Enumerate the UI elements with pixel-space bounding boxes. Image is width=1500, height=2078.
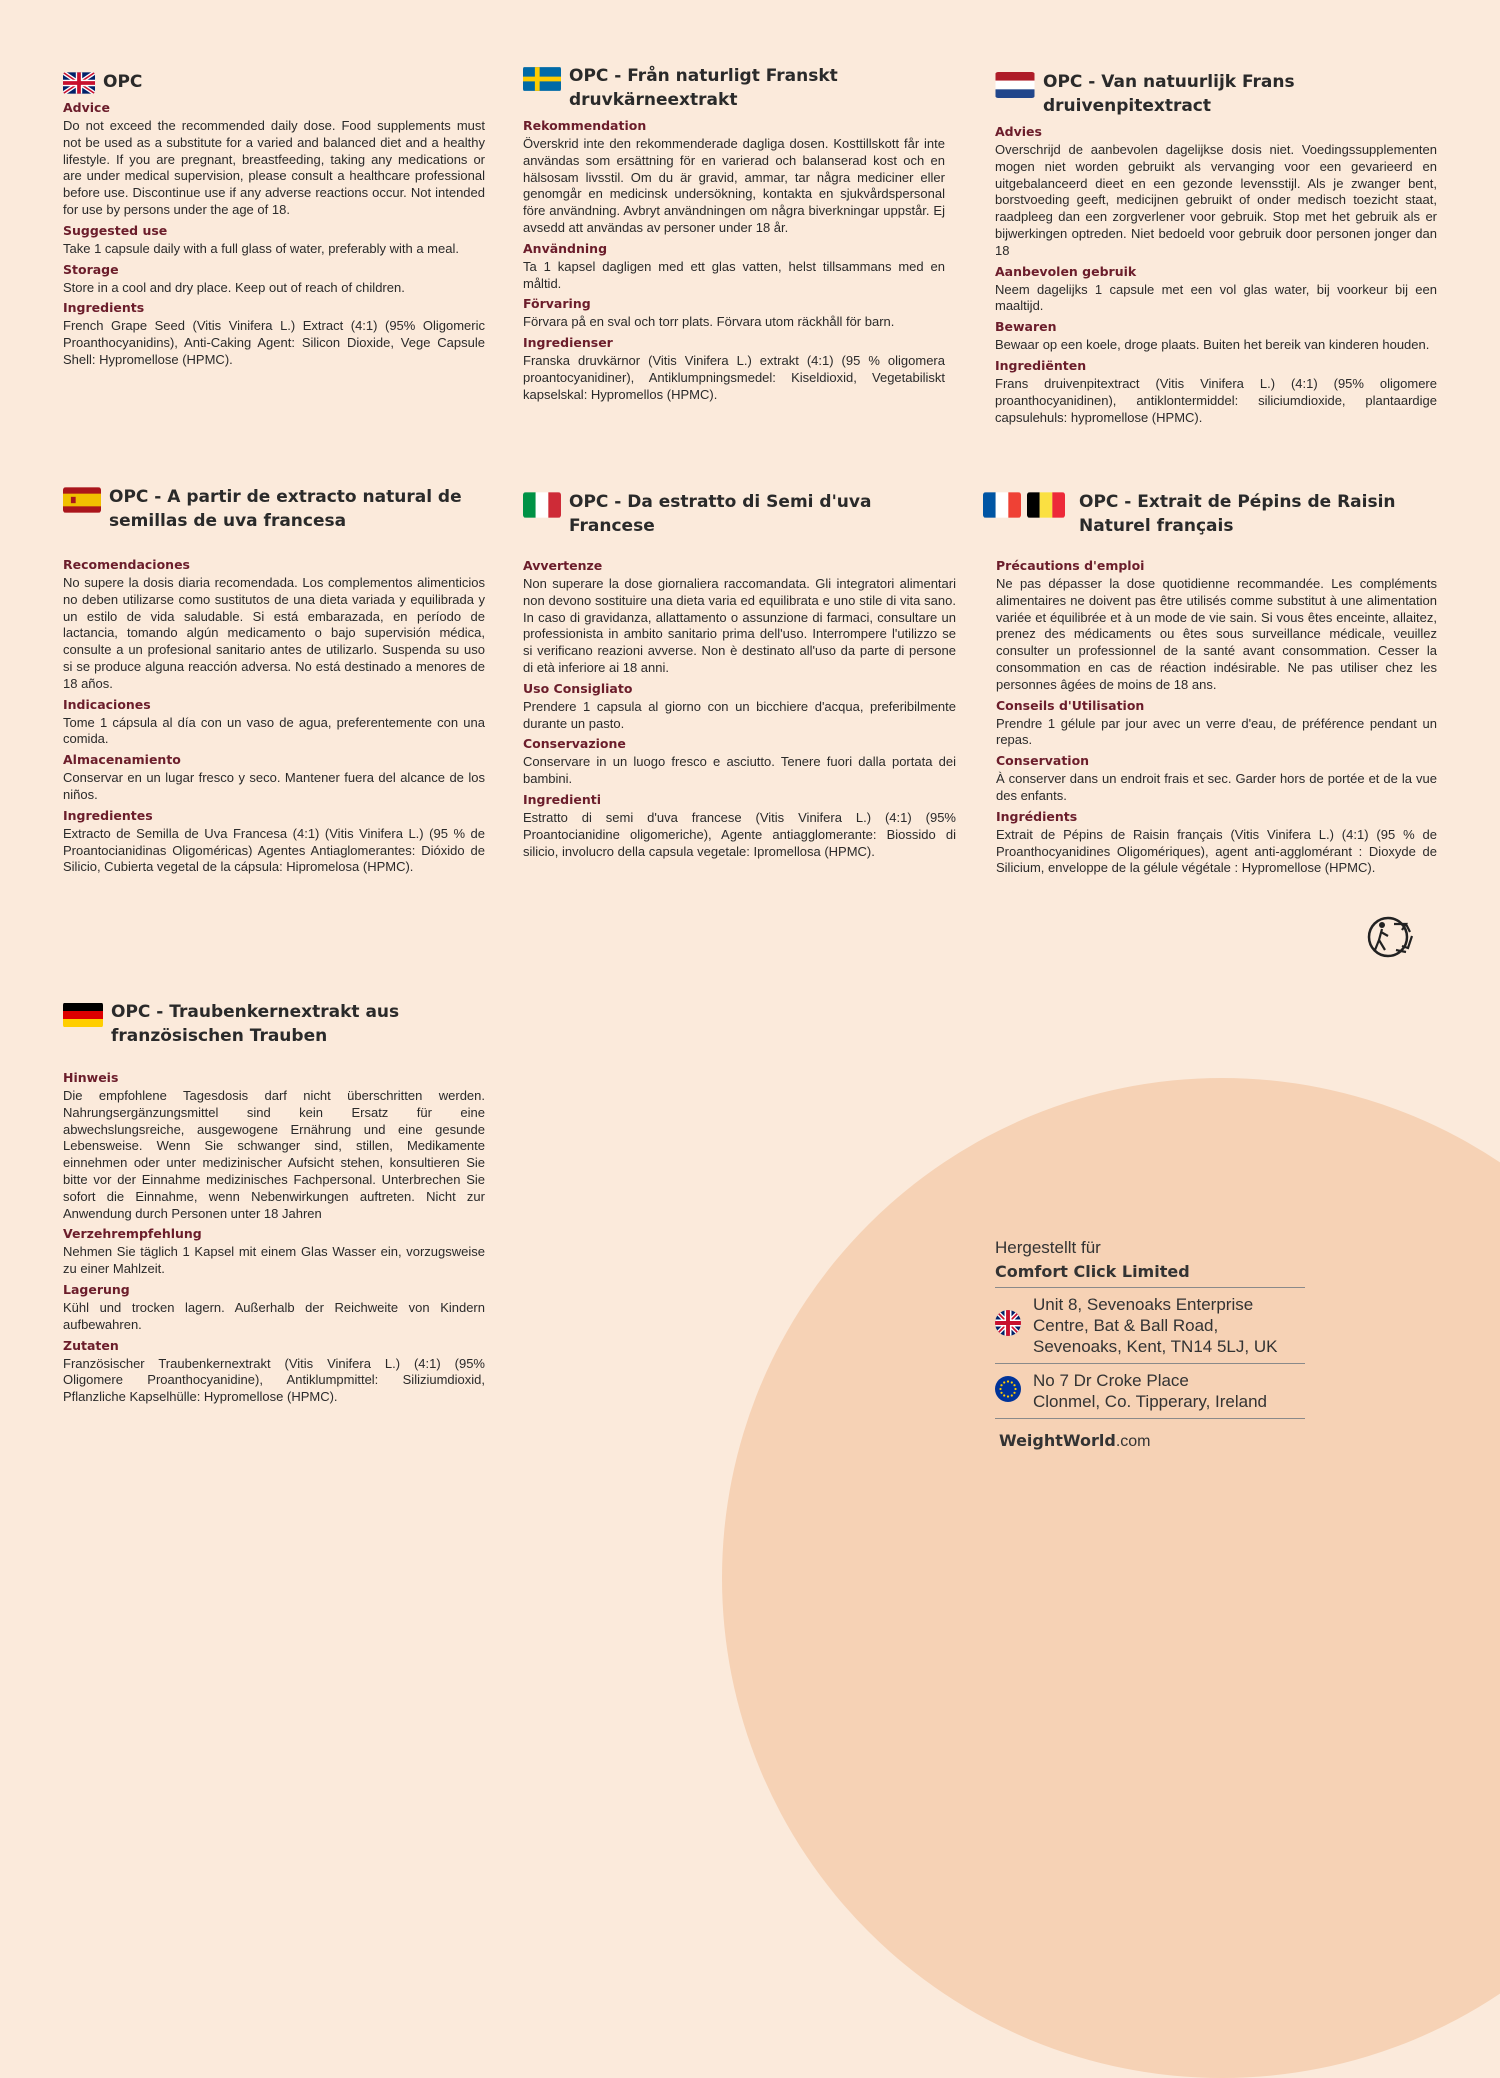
advice-heading: Hinweis (63, 1070, 119, 1085)
germany-flag-icon (63, 1002, 103, 1028)
storage-text: Conservar en un lugar fresco y seco. Mantener fuera del alcance de los niños. (63, 770, 485, 802)
address-line: Centre, Bat & Ball Road, (1033, 1316, 1219, 1335)
section-header (63, 70, 485, 94)
advice-heading: Advice (63, 100, 110, 115)
eu-flag-icon (995, 1376, 1021, 1407)
ingredients-heading: Ingredients (63, 300, 145, 316)
storage-heading: Förvaring (523, 296, 591, 312)
suggested-use-heading: Suggested use (63, 222, 168, 238)
section-dutch (995, 70, 1437, 430)
advice-text: No supere la dosis diaria recomendada. Los complementos alimenticios no deben utilizarse como sustitutos de una dieta variada y equilibrada y un estilo de vida saludable. Si está embarazada, en período de lactancia, tomando algún medicamento o bajo supervisión médica, consulte a un profesional sanitario antes de utilizarlo. Suspenda su uso si se produce alguna reacción adversa. No está destinado a menores de 18 años. (63, 575, 485, 691)
section-title: OPC - A partir de extracto natural de semillas de uva francesa (109, 487, 462, 531)
storage-text: Bewaar op een koele, droge plaats. Buiten het bereik van kinderen houden. (995, 337, 1430, 353)
ingredients-heading: Ingrediënten (995, 357, 1087, 373)
ingredients-text: Französischer Traubenkernextrakt (Vitis Vinifera L.) (4:1) (95% Oligomere Proanthocyanidine), Antiklumpmittel: Siliziumdioxid, Pflanzliche Kapselhülle: Hypromellose (HPMC). (63, 1355, 485, 1405)
suggested-use-heading: Aanbevolen gebruik (995, 263, 1137, 279)
address-line: Unit 8, Sevenoaks Enterprise (1033, 1295, 1254, 1314)
section-title: OPC - Från naturligt Franskt druvkärneextrakt (569, 66, 838, 110)
brand-domain: .com (1115, 1433, 1151, 1450)
suggested-use-text: Prendere 1 capsula al giorno con un bicchiere d'acqua, preferibilmente durante un pasto. (523, 698, 956, 731)
suggested-use-heading: Verzehrempfehlung (63, 1226, 202, 1242)
section-italian (523, 490, 956, 864)
ingredients-heading: Ingredienser (523, 335, 613, 351)
ingredients-text: Franska druvkärnor (Vitis Vinifera L.) extrakt (4:1) (95 % oligomera proantocyanidiner), Antiklumpningsmedel: Kiseldioxid, Vegetabiliskt kapselskal: Hypromellos (HPMC). (523, 353, 945, 402)
section-title: OPC - Da estratto di Semi d'uva Francese (569, 492, 872, 536)
uk-address (995, 1292, 1305, 1359)
advice-text: Overschrijd de aanbevolen dagelijkse dosis niet. Voedingssupplementen mogen niet worden gebruikt als vervanging voor een gevarieerd en uitgebalanceerd dieet en een gezonde levensstijl. Als je zwanger bent, borstvoeding geeft, medicijnen gebruikt of onder medisch toezicht staat, raadpleeg dan een zorgverlener voor gebruik. Stop met het gebruik als er bijwerkingen optreden. Niet bedoeld voor gebruik door personen jonger dan 18 (995, 142, 1437, 258)
section-french (983, 490, 1437, 881)
advice-text: Do not exceed the recommended daily dose. Food supplements must not be used as a substitute for a varied and balanced diet and a healthy lifestyle. If you are pregnant, breastfeeding, taking any medications or are under medical supervision, please consult a healthcare professional before use. Discontinue use if any adverse reactions occur. Not intended for use by persons under the age of 18. (63, 118, 485, 217)
divider (995, 1363, 1305, 1364)
ingredients-heading: Ingredienti (523, 791, 602, 807)
ingredients-heading: Ingredientes (63, 807, 153, 823)
storage-text: Store in a cool and dry place. Keep out of reach of children. (63, 279, 405, 295)
address-line: No 7 Dr Croke Place (1033, 1371, 1189, 1390)
spain-flag-icon (63, 487, 101, 513)
ingredients-heading: Zutaten (63, 1337, 119, 1353)
advice-heading: Advies (995, 124, 1042, 139)
uk-flag-icon (995, 1310, 1021, 1341)
manufacturer-info (995, 1238, 1305, 1451)
suggested-use-heading: Conseils d'Utilisation (996, 697, 1145, 713)
advice-heading: Précautions d'emploi (996, 558, 1145, 573)
brand-name: WeightWorld (999, 1431, 1116, 1450)
suggested-use-heading: Uso Consigliato (523, 680, 633, 696)
section-header (523, 490, 956, 538)
address-line: Sevenoaks, Kent, TN14 5LJ, UK (1033, 1337, 1278, 1356)
suggested-use-text: Tome 1 cápsula al día con un vaso de agua, preferentemente con una comida. (63, 714, 485, 747)
storage-heading: Bewaren (995, 319, 1057, 335)
section-header (523, 64, 945, 112)
ingredients-text: Extrait de Pépins de Raisin français (Vitis Vinifera L.) (4:1) (95 % de Proanthocyanidines Oligomériques), agent anti-agglomérant : Dioxyde de Silicium, enveloppe de la gélule végétale : Hypromellose (HPMC). (996, 826, 1437, 876)
advice-heading: Rekommendation (523, 118, 647, 133)
storage-text: À conserver dans un endroit frais et sec. Garder hors de portée et de la vue des enfants. (996, 771, 1437, 803)
storage-text: Kühl und trocken lagern. Außerhalb der Reichweite von Kindern aufbewahren. (63, 1299, 485, 1332)
section-english (63, 70, 485, 373)
ingredients-heading: Ingrédients (996, 808, 1078, 824)
belgium-flag-icon (1027, 492, 1065, 518)
ingredients-text: Extracto de Semilla de Uva Francesa (4:1) (Vitis Vinifera L.) (95 % de Proantocianidinas Oligoméricas) Agentes Antiaglomerantes: Dióxido de Silicio, Cubierta vegetal de la cápsula: Hipromelosa (HPMC). (63, 825, 485, 875)
ingredients-text: French Grape Seed (Vitis Vinifera L.) Extract (4:1) (95% Oligomeric Proanthocyanidins), Anti-Caking Agent: Silicon Dioxide, Vege Capsule Shell: Hypromellose (HPMC). (63, 318, 485, 367)
section-header (995, 70, 1437, 118)
france-belgium-flags (983, 492, 1065, 518)
suggested-use-text: Nehmen Sie täglich 1 Kapsel mit einem Glas Wasser ein, vorzugsweise zu einer Mahlzeit. (63, 1244, 485, 1277)
company-name: Comfort Click Limited (995, 1262, 1190, 1281)
section-german (63, 1000, 485, 1410)
section-spanish (63, 485, 485, 880)
advice-text: Non superare la dose giornaliera raccomandata. Gli integratori alimentari non devono sostituire una dieta varia ed equilibrata e uno stile di vita sano. In caso di gravidanza, allattamento o assunzione di farmaci, consultare un professionista in ambito sanitario prima dell'uso. Interrompere l'utilizzo se si verificano reazioni avverse. Non è destinato all'uso da parte di persone di età inferiore ai 18 anni. (523, 576, 956, 675)
ingredients-text: Estratto di semi d'uva francese (Vitis Vinifera L.) (4:1) (95% Proantocianidine oligomeriche), Agente antiagglomerante: Biossido di silicio, involucro della capsula vegetale: Ipromellosa (HPMC). (523, 809, 956, 859)
storage-heading: Almacenamiento (63, 752, 181, 768)
suggested-use-text: Prendre 1 gélule par jour avec un verre d'eau, de préférence pendant un repas. (996, 715, 1437, 748)
address-line: Clonmel, Co. Tipperary, Ireland (1033, 1392, 1268, 1411)
netherlands-flag-icon (995, 72, 1035, 98)
storage-heading: Lagerung (63, 1281, 130, 1297)
suggested-use-text: Take 1 capsule daily with a full glass of water, preferably with a meal. (63, 240, 459, 256)
storage-heading: Conservation (996, 753, 1090, 769)
section-swedish (523, 64, 945, 408)
section-title: OPC - Traubenkernextrakt aus französischen Trauben (111, 1002, 400, 1046)
section-title: OPC (103, 72, 143, 92)
divider (995, 1287, 1305, 1288)
manufactured-for-label: Hergestellt für (995, 1238, 1101, 1257)
section-header (63, 1000, 485, 1048)
italy-flag-icon (523, 492, 561, 518)
ingredients-text: Frans druivenpitextract (Vitis Vinifera L.) (4:1) (95% oligomere proanthocyanidinen), antiklontermiddel: siliciumdioxide, plantaardige capsulehuls: hypromellose (HPMC). (995, 375, 1437, 425)
sweden-flag-icon (523, 66, 561, 92)
section-header (63, 485, 485, 533)
advice-text: Die empfohlene Tagesdosis darf nicht überschritten werden. Nahrungsergänzungsmittel sind kein Ersatz für eine abwechslungsreiche, ausgewogene Ernährung und eine gesunde Lebensweise. Wenn Sie schwanger sind, stillen, Medikamente einnehmen oder unter medizinischer Aufsicht stehen, konsultieren Sie bitte vor der Einnahme medizinisches Fachpersonal. Unterbrechen Sie sofort die Einnahme, wenn Nebenwirkungen auftreten. Nicht zur Anwendung durch Personen unter 18 Jahren (63, 1088, 485, 1221)
divider (995, 1418, 1305, 1419)
suggested-use-text: Ta 1 kapsel dagligen med ett glas vatten, helst tillsammans med en måltid. (523, 258, 945, 291)
triman-recycle-icon (1366, 914, 1416, 965)
section-title: OPC - Van natuurlijk Frans druivenpitextract (1043, 72, 1295, 116)
section-title: OPC - Extrait de Pépins de Raisin Naturel français (1079, 492, 1396, 536)
section-header (983, 490, 1437, 538)
storage-heading: Storage (63, 261, 119, 277)
storage-text: Conservare in un luogo fresco e asciutto. Tenere fuori dalla portata dei bambini. (523, 754, 956, 787)
advice-text: Överskrid inte den rekommenderade dagliga dosen. Kosttillskott får inte användas som ersättning för en varierad och balanserad kost och en hälsosam livsstil. Om du är gravid, ammar, tar några mediciner eller genomgår en medicinsk undersökning, kontakta en sjukvårdspersonal före användning. Avbryt användningen om några biverkningar uppstår. Ej avsedd att användas av personer under 18 år. (523, 136, 945, 235)
suggested-use-text: Neem dagelijks 1 capsule met een vol glas water, bij voorkeur bij een maaltijd. (995, 281, 1437, 314)
advice-heading: Recomendaciones (63, 557, 190, 572)
eu-address (995, 1368, 1305, 1414)
decorative-circle (722, 1078, 1500, 2078)
france-flag-icon (983, 492, 1021, 518)
suggested-use-heading: Användning (523, 240, 608, 256)
uk-flag-icon (63, 72, 95, 94)
advice-heading: Avvertenze (523, 558, 603, 573)
advice-text: Ne pas dépasser la dose quotidienne recommandée. Les compléments alimentaires ne doivent pas être utilisés comme substitut à une alimentation variée et équilibrée et à un mode de vie sain. Si vous êtes enceinte, allaitez, prenez des médicaments ou êtes sous surveillance médicale, veuillez consulter un professionnel de la santé avant consommation. Cesser la consommation en cas de réaction indésirable. Ne pas utiliser chez les personnes âgées de moins de 18 ans. (996, 576, 1437, 692)
brand-website (995, 1431, 1305, 1451)
storage-heading: Conservazione (523, 736, 626, 752)
suggested-use-heading: Indicaciones (63, 696, 151, 712)
storage-text: Förvara på en sval och torr plats. Förvara utom räckhåll för barn. (523, 314, 895, 330)
